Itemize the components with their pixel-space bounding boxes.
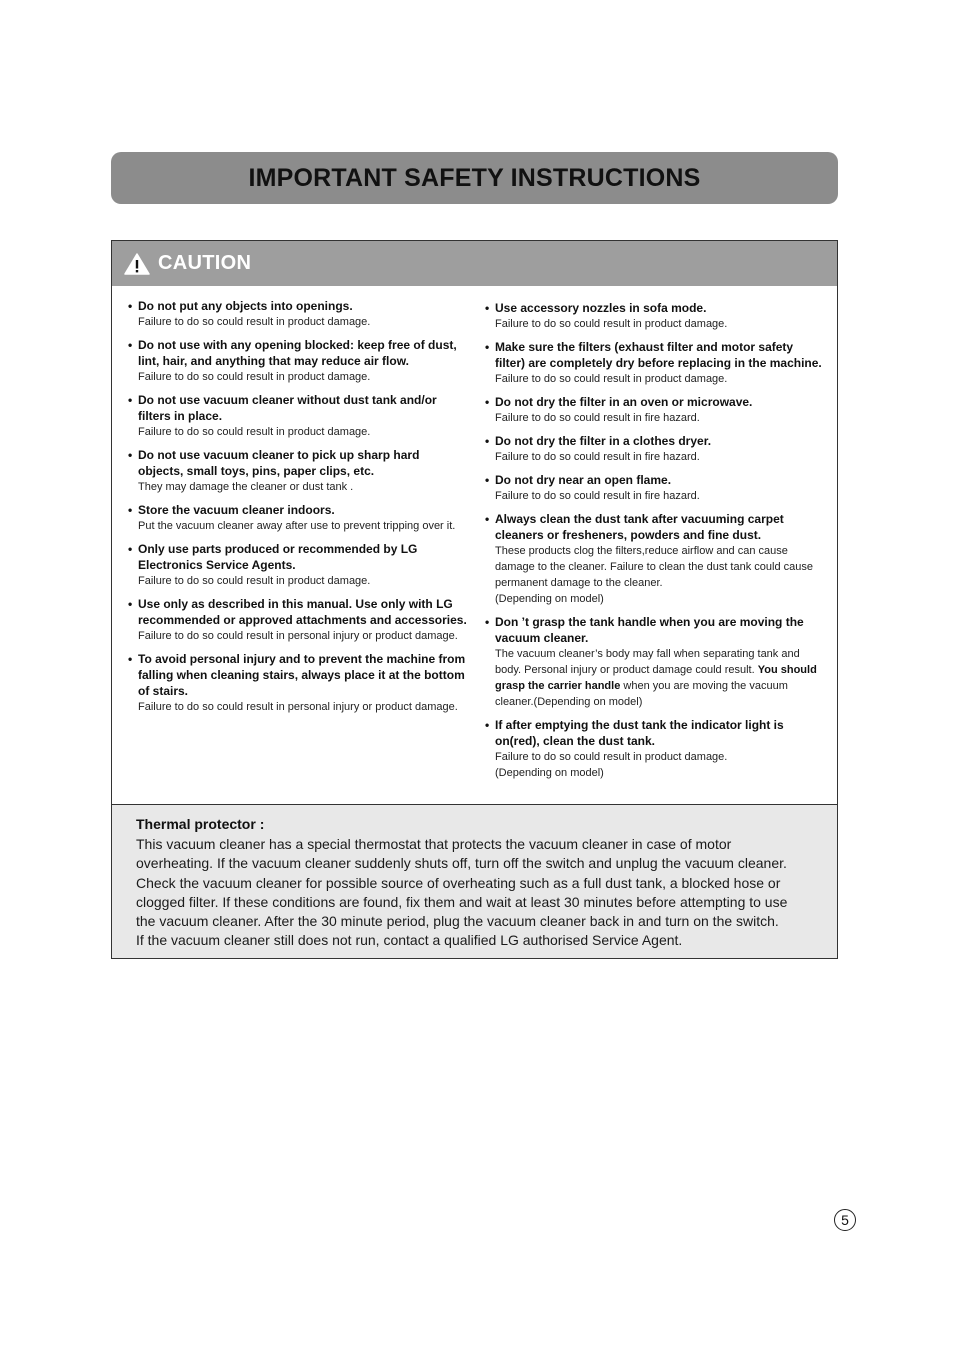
caution-columns	[112, 286, 837, 804]
item-body: These products clog the filters,reduce airflow and can cause damage to the cleaner. Failure to clean the dust tank could cause permanent damage to the cleaner.	[495, 545, 813, 589]
bullet: •	[485, 615, 490, 629]
bullet: •	[128, 338, 133, 352]
thermal-line: the vacuum cleaner. After the 30 minute period, plug the vacuum cleaner back in and turn on the switch.	[136, 913, 779, 930]
thermal-line: overheating. If the vacuum cleaner suddenly shuts off, turn off the switch and unplug the vacuum cleaner.	[136, 855, 787, 872]
list-item	[128, 447, 468, 495]
bullet: •	[485, 473, 490, 487]
list-item	[485, 394, 825, 426]
list-item	[485, 717, 825, 781]
caution-box	[111, 240, 838, 959]
warning-triangle-icon	[124, 253, 150, 275]
bullet: •	[485, 340, 490, 354]
item-body: Put the vacuum cleaner away after use to prevent tripping over it.	[138, 520, 456, 532]
item-heading: If after emptying the dust tank the indicator light is on(red), clean the dust tank.	[495, 718, 784, 748]
item-body: Failure to do so could result in product damage.	[495, 751, 728, 763]
item-body: Failure to do so could result in product damage.	[138, 575, 371, 587]
bullet: •	[485, 512, 490, 526]
item-note: (Depending on model)	[495, 593, 604, 605]
item-body: Failure to do so could result in product damage.	[495, 318, 728, 330]
bullet: •	[485, 434, 490, 448]
item-heading: Do not use with any opening blocked: keep free of dust, lint, hair, and anything that may reduce air flow.	[138, 338, 457, 368]
list-item	[128, 541, 468, 589]
item-heading: Make sure the filters (exhaust filter and motor safety filter) are completely dry before replacing in the machine.	[495, 340, 822, 370]
item-heading: Store the vacuum cleaner indoors.	[138, 503, 335, 517]
item-body: Failure to do so could result in product damage.	[138, 426, 371, 438]
item-body: Failure to do so could result in fire hazard.	[495, 412, 700, 424]
item-body: Failure to do so could result in fire hazard.	[495, 451, 700, 463]
item-body: Failure to do so could result in personal injury or product damage.	[138, 630, 458, 642]
caution-left-column	[128, 298, 468, 722]
thermal-line: If the vacuum cleaner still does not run, contact a qualified LG authorised Service Agent.	[136, 932, 683, 949]
bullet: •	[128, 503, 133, 517]
item-heading: Do not put any objects into openings.	[138, 299, 353, 313]
thermal-line: This vacuum cleaner has a special thermostat that protects the vacuum cleaner in case of motor	[136, 836, 732, 852]
thermal-line: clogged filter. If these conditions are found, fix them and wait at least 30 minutes before attempting to use	[136, 893, 788, 910]
item-body-text-after: when you are moving the vacuum cleaner.(Depending on model)	[495, 680, 788, 708]
item-heading: Do not use vacuum cleaner to pick up sharp hard objects, small toys, pins, paper clips, etc.	[138, 448, 420, 478]
item-heading: Do not dry the filter in an oven or microwave.	[495, 395, 753, 409]
list-item	[128, 502, 468, 534]
bullet: •	[128, 448, 133, 462]
item-body: Failure to do so could result in product damage.	[495, 373, 728, 385]
item-body: Failure to do so could result in product damage.	[138, 371, 371, 383]
bullet: •	[128, 542, 133, 556]
thermal-protector-section	[112, 804, 837, 958]
bullet: •	[128, 597, 133, 611]
page-number: 5	[834, 1209, 856, 1231]
list-item	[485, 300, 825, 332]
bullet: •	[485, 395, 490, 409]
item-heading: Do not use vacuum cleaner without dust tank and/or filters in place.	[138, 393, 437, 423]
item-body: Failure to do so could result in personal injury or product damage.	[138, 701, 458, 713]
page-title: IMPORTANT SAFETY INSTRUCTIONS	[248, 163, 701, 192]
bullet: •	[128, 652, 133, 666]
bullet: •	[485, 301, 490, 315]
item-heading: Don ’t grasp the tank handle when you are moving the vacuum cleaner.	[495, 615, 804, 645]
caution-header	[112, 241, 837, 286]
list-item	[485, 472, 825, 504]
list-item	[128, 298, 468, 330]
caution-label: CAUTION	[158, 252, 252, 274]
item-heading: To avoid personal injury and to prevent the machine from falling when cleaning stairs, always place it at the bottom of stairs.	[138, 652, 466, 698]
bullet: •	[128, 299, 133, 313]
thermal-title: Thermal protector :	[136, 816, 265, 832]
bullet: •	[128, 393, 133, 407]
item-body-emphasis: You should grasp the carrier handle	[495, 664, 817, 692]
list-item	[128, 596, 468, 644]
item-heading: Do not dry the filter in a clothes dryer.	[495, 434, 712, 448]
bullet: •	[485, 718, 490, 732]
thermal-line: Check the vacuum cleaner for possible source of overheating such as a full dust tank, a blocked hose or	[136, 874, 781, 891]
list-item	[485, 614, 825, 710]
item-body: Failure to do so could result in fire hazard.	[495, 490, 700, 502]
item-heading: Only use parts produced or recommended by LG Electronics Service Agents.	[138, 542, 418, 572]
item-body	[495, 646, 825, 710]
item-heading: Use only as described in this manual. Use only with LG recommended or approved attachments and accessories.	[138, 597, 467, 627]
list-item	[128, 392, 468, 440]
item-heading: Do not dry near an open flame.	[495, 473, 672, 487]
list-item	[485, 339, 825, 387]
item-heading: Use accessory nozzles in sofa mode.	[495, 301, 707, 315]
caution-right-column	[485, 300, 825, 788]
list-item	[128, 651, 468, 715]
item-body: They may damage the cleaner or dust tank .	[138, 481, 354, 493]
list-item	[485, 433, 825, 465]
list-item	[128, 337, 468, 385]
item-note: (Depending on model)	[495, 767, 604, 779]
item-body-text: The vacuum cleaner’s body may fall when separating tank and body. Personal injury or product damage could result.	[495, 648, 800, 676]
item-heading: Always clean the dust tank after vacuuming carpet cleaners or fresheners, powders and fine dust.	[495, 512, 784, 542]
title-banner	[111, 152, 838, 204]
list-item	[485, 511, 825, 607]
item-body: Failure to do so could result in product damage.	[138, 316, 371, 328]
